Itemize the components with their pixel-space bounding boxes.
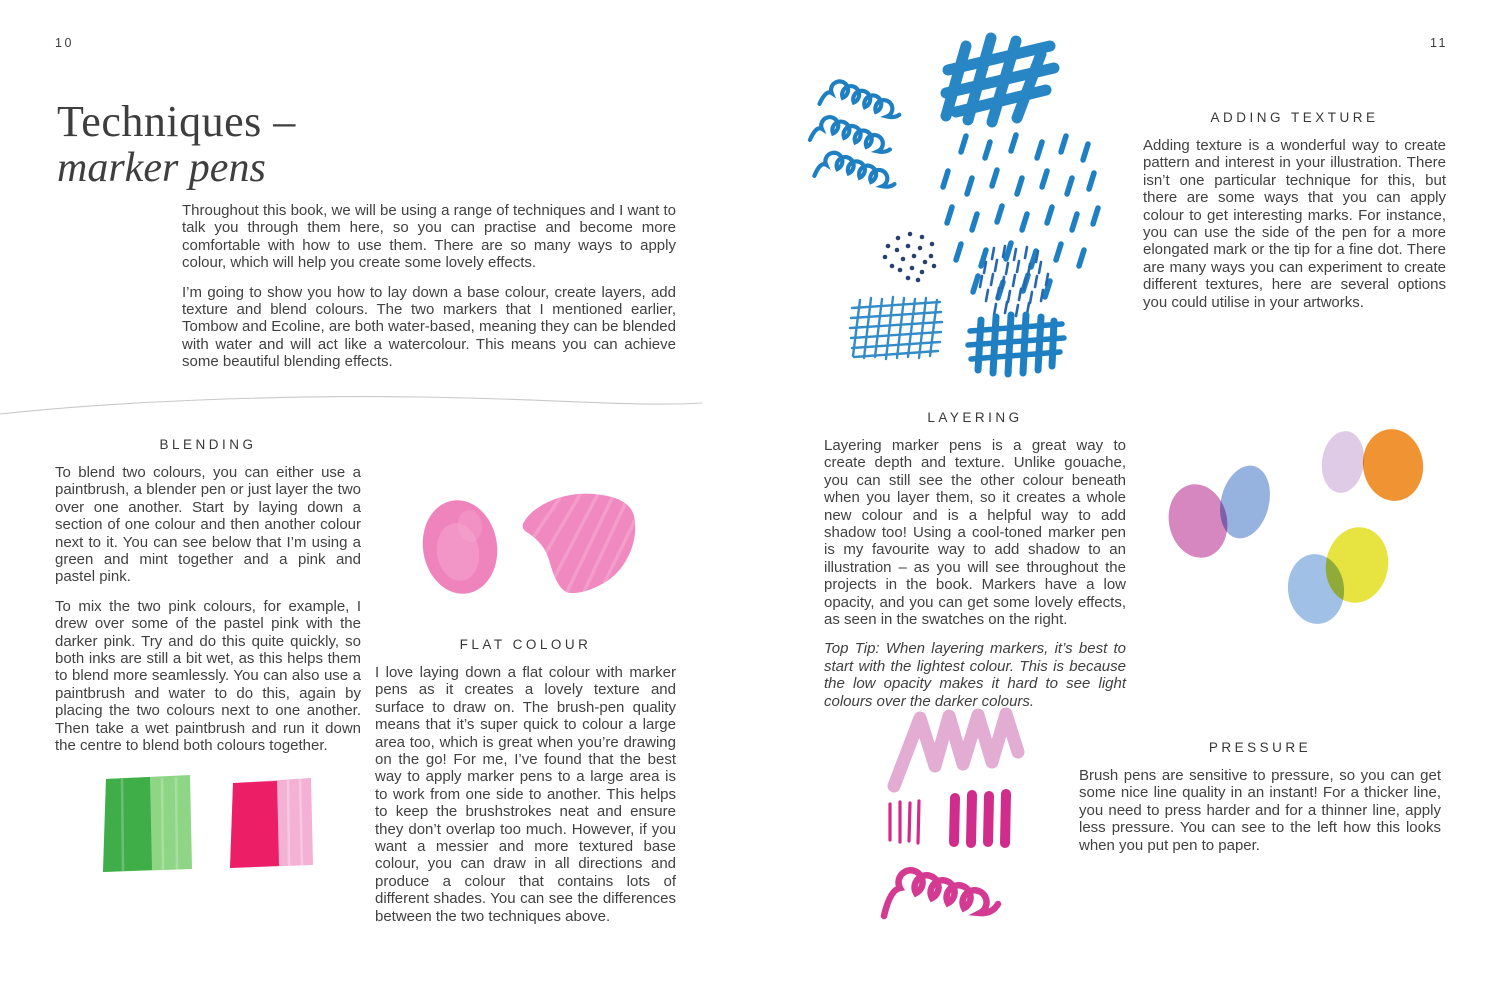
lavender-orange-overlap [1318,425,1428,505]
layering-section [824,410,1126,710]
layering-swatches [1160,425,1450,640]
blending-body [55,464,361,755]
blending-paragraph-2: To mix the two pink colours, for example, I drew over some of the pastel pink with the darker pink. Try and do this quite quickly, so both inks are still a bit wet, as this helps them to blend more seamlessly. You can also use a paintbrush and water to do this, again by placing the two colours next to one another. Then take a wet paintbrush and run it down the centre to blend both colours together. [55,597,361,755]
bold-hash-crosshatch [946,38,1054,122]
fine-dot-cluster [883,232,937,283]
adding-texture-heading: ADDING TEXTURE [1210,110,1379,125]
layering-body [824,437,1126,710]
pink-blue-overlap [1162,460,1277,563]
intro-paragraph-2: I’m going to show you how to lay down a base colour, create layers, add texture and blend colours. The two markers that I mentioned earlier, Tombow and Ecoline, are both water-based, meaning they can be blended with water and will act like a watercolour. This means you can achieve some beautiful blending effects. [182,283,676,371]
adding-texture-body [1143,137,1446,311]
flat-colour-swatches [418,478,658,610]
pressure-heading: PRESSURE [1208,740,1312,755]
pressure-marks-illustration [880,700,1040,940]
thin-lines [890,801,919,843]
thick-lines [954,794,1006,843]
adding-texture-section [1143,110,1446,311]
layering-paragraph: Layering marker pens is a great way to create depth and texture. Unlike gouache, you can still see the other colour beneath when you layer them, so it creates a whole new colour and is a helpful way to add shadow too! Using a cool-toned marker pen is my favourite way to add shadow to an illustration – as you will see throughout the projects in the book. Markers have a low opacity, and you can get some lovely effects, as seen in the swatches on the right. [824,437,1126,629]
pressure-paragraph: Brush pens are sensitive to pressure, so you can get some nice line quality in an instant! For a thicker line, you need to press harder and for a thinner line, apply less pressure. You can see to the left how this looks when you put pen to paper. [1079,767,1441,854]
intro-column [182,202,676,371]
green-mint-blend-square [98,772,196,876]
layering-heading: LAYERING [927,410,1023,425]
blending-paragraph-1: To blend two colours, you can either use a paintbrush, a blender pen or just layer the two over one another. Start by laying down a section of one colour and then another colour next to it. You can see below that I’m using a green and mint together and a pink and pastel pink. [55,464,361,586]
pink-pastel-blend-square [226,774,318,874]
textured-blob-swatch [523,486,640,596]
adding-texture-paragraph: Adding texture is a wonderful way to create pattern and interest in your illustration. There isn’t one particular technique for this, but there are some ways that you can apply colour to get interesting marks. For instance, you can use the side of the pen for a more elongated mark or the tip for a fine dot. There are many ways you can experiment to create different textures, here are several options you could utilise in your artworks. [1143,137,1446,311]
zigzag-stroke [894,714,1018,786]
short-tick-cluster [980,246,1048,316]
rain-dashes [943,135,1098,298]
bold-weave-crosshatch [968,315,1064,374]
spiral-loops [809,80,902,188]
fine-crosshatch-grid [850,297,942,359]
divider-path [0,397,702,414]
blending-heading: BLENDING [159,437,257,452]
pressure-section [1079,740,1441,854]
layering-top-tip: Top Tip: When layering markers, it’s best to start with the lightest colour. This is because the low opacity makes it hard to see light colours over the darker colours. [824,640,1126,710]
page-title-line1: Techniques – [57,97,296,146]
pressure-body [1079,767,1441,854]
page-number-left: 10 [55,36,74,50]
flat-colour-heading: FLAT COLOUR [459,637,592,652]
loop-stroke [884,870,998,916]
blending-section [55,437,361,755]
page-title-line2: marker pens [57,145,266,191]
blue-yellow-overlap [1284,522,1394,627]
page-number-right: 11 [1430,36,1448,50]
intro-paragraph-1: Throughout this book, we will be using a range of techniques and I want to talk you through them here, so you can practise and become more comfortable with how to use them. There are so many ways to apply colour, which will help you create some lovely effects. [182,202,676,272]
smooth-oval-swatch [418,495,504,599]
flat-colour-paragraph: I love laying down a flat colour with marker pens as it creates a lovely texture and surface to draw on. The brush-pen quality means that it’s super quick to colour a large area too, which is great when you’re drawing on the go! For me, I’ve found that the best way to apply marker pens to a large area is to work from one side to another. This helps to keep the brushstrokes neat and ensure they don’t overlap too much. However, if you want a messier and more textured base colour, you can draw in all directions and produce a colour that contains lots of different shades. You can see the differences between the two techniques above. [375,664,676,925]
divider-line [0,392,705,422]
flat-colour-body [375,664,676,925]
flat-colour-section [375,637,676,925]
page-title [57,98,296,192]
texture-marks-illustration [798,8,1118,380]
